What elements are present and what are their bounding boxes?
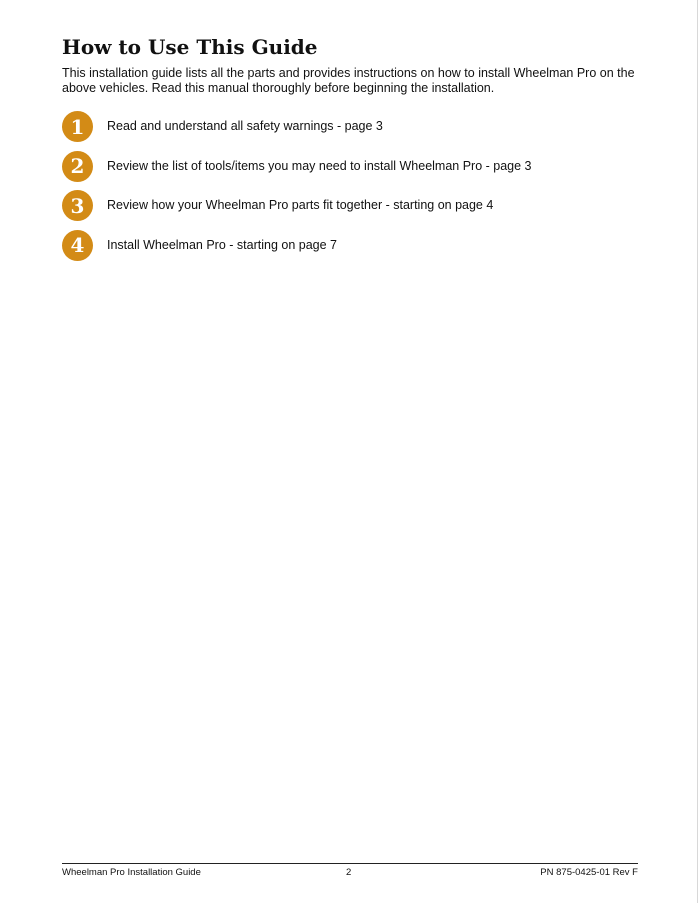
step-number-badge: 3 bbox=[62, 190, 93, 221]
step-item bbox=[62, 226, 662, 266]
step-item bbox=[62, 186, 662, 226]
page-footer bbox=[62, 863, 638, 884]
step-number-badge: 1 bbox=[62, 111, 93, 142]
page-title: How to Use This Guide bbox=[62, 35, 318, 59]
step-text: Review the list of tools/items you may need to install Wheelman Pro - page 3 bbox=[107, 158, 532, 173]
step-text: Read and understand all safety warnings - page 3 bbox=[107, 119, 383, 134]
steps-list bbox=[62, 107, 662, 265]
step-item bbox=[62, 147, 662, 187]
step-number-badge: 4 bbox=[62, 230, 93, 261]
footer-part-number: PN 875-0425-01 Rev F bbox=[540, 867, 638, 878]
footer-document-title: Wheelman Pro Installation Guide bbox=[62, 867, 201, 878]
footer-page-number: 2 bbox=[346, 867, 352, 878]
step-text: Install Wheelman Pro - starting on page 7 bbox=[107, 237, 337, 252]
step-number-badge: 2 bbox=[62, 151, 93, 182]
step-item bbox=[62, 107, 662, 147]
intro-paragraph: This installation guide lists all the parts and provides instructions on how to install Wheelman Pro on the above vehicles. Read this manual thoroughly before beginning the installation. bbox=[62, 66, 635, 95]
step-text: Review how your Wheelman Pro parts fit together - starting on page 4 bbox=[107, 198, 494, 213]
